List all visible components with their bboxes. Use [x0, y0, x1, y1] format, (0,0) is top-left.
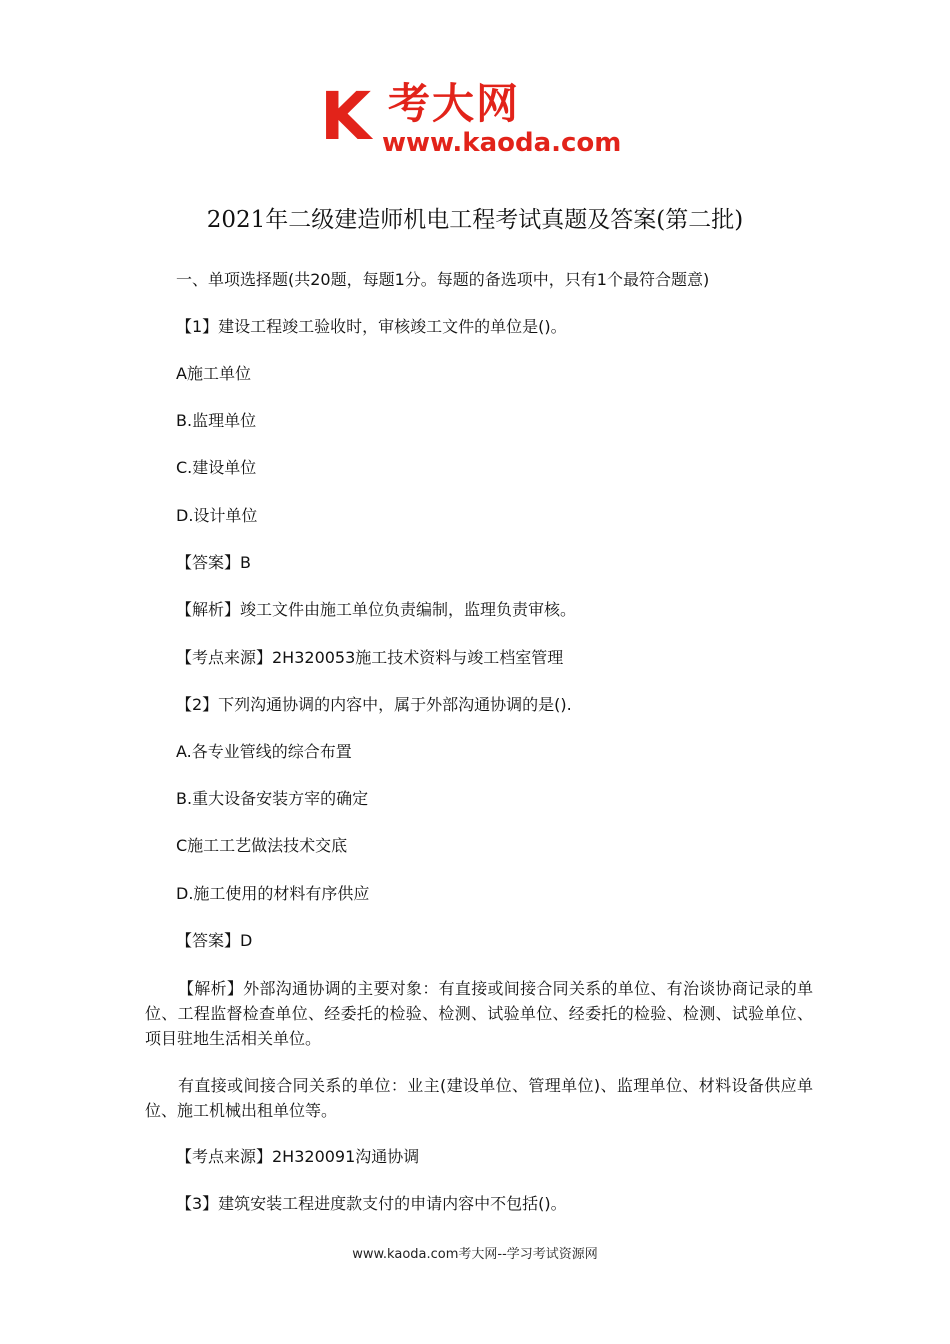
question-1-option-c: C.建设单位 — [176, 458, 257, 477]
page-footer: www.kaoda.com考大网--学习考试资源网 — [352, 1247, 598, 1262]
question-2-analysis: 【解析】外部沟通协调的主要对象：有直接或间接合同关系的单位、有治谈协商记录的单位、工程监督检查单位、经委托的检验、检测、试验单位、经委托的检验、检测、试验单位、项目驻地生活相关单位。 — [145, 979, 813, 1048]
question-2-option-d: D.施工使用的材料有序供应 — [176, 884, 370, 903]
section-heading: 一、单项选择题(共20题，每题1分。每题的备选项中，只有1个最符合题意) — [176, 270, 710, 289]
question-1-analysis: 【解析】竣工文件由施工单位负责编制，监理负责审核。 — [176, 600, 577, 619]
question-2-option-b: B.重大设备安装方宰的确定 — [176, 789, 369, 808]
logo-url: www.kaoda.com — [382, 128, 622, 158]
question-1-stem: 【1】建设工程竣工验收时，审核竣工文件的单位是()。 — [176, 317, 567, 336]
kaoda-logo — [318, 78, 648, 160]
document-title: 2021年二级建造师机电工程考试真题及答案(第二批) — [206, 207, 744, 233]
question-1-source: 【考点来源】2H320053施工技术资料与竣工档室管理 — [176, 648, 564, 667]
question-1-answer: 【答案】B — [176, 553, 251, 572]
logo-site-name: 考大网 — [388, 79, 521, 128]
question-2-answer: 【答案】D — [176, 931, 253, 950]
question-1-option-b: B.监理单位 — [176, 411, 257, 430]
question-1-option-d: D.设计单位 — [176, 506, 258, 525]
question-3-stem: 【3】建筑安装工程进度款支付的申请内容中不包括()。 — [176, 1194, 567, 1213]
question-2-source: 【考点来源】2H320091沟通协调 — [176, 1147, 420, 1166]
question-2-option-a: A.各专业管线的综合布置 — [176, 742, 352, 761]
logo-k-letter: K — [320, 78, 370, 155]
question-2-stem: 【2】下列沟通协调的内容中，属于外部沟通协调的是(). — [176, 695, 572, 714]
question-2-option-c: C施工工艺做法技术交底 — [176, 836, 348, 855]
question-1-option-a: A施工单位 — [176, 364, 251, 383]
question-2-analysis-continued: 有直接或间接合同关系的单位：业主(建设单位、管理单位)、监理单位、材料设备供应单位、施工机械出租单位等。 — [145, 1076, 813, 1120]
